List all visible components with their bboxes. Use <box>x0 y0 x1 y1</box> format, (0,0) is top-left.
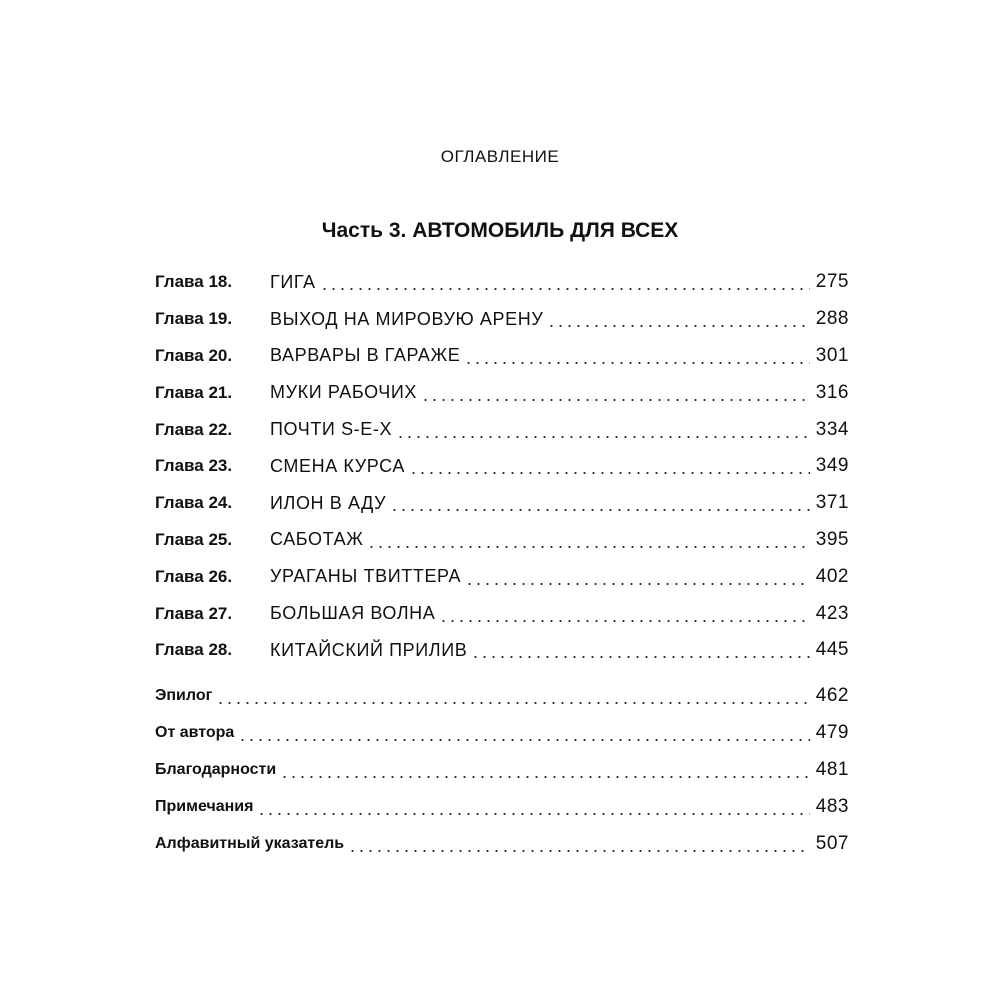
chapter-label: Глава 18. <box>155 272 233 292</box>
chapter-row-22 <box>155 411 849 448</box>
chapter-title: ПОЧТИ S-E-X <box>270 419 393 440</box>
dot-leader <box>390 509 810 511</box>
part-title: Часть 3. АВТОМОБИЛЬ ДЛЯ ВСЕХ <box>321 219 679 242</box>
page-number: 483 <box>815 795 849 817</box>
backmatter-label: Эпилог <box>155 687 213 705</box>
dot-leader <box>348 850 810 852</box>
backmatter-row-author <box>155 715 849 752</box>
page-number: 481 <box>815 758 849 780</box>
chapter-row-21 <box>155 374 849 411</box>
page-number: 423 <box>815 602 849 624</box>
page-number: 445 <box>815 639 849 661</box>
page-number: 371 <box>815 492 849 514</box>
chapter-row-26 <box>155 558 849 595</box>
chapter-title: ВЫХОД НА МИРОВУЮ АРЕНУ <box>270 308 544 329</box>
dot-leader <box>421 399 810 401</box>
dot-leader <box>367 546 809 548</box>
chapter-label: Глава 21. <box>155 382 233 402</box>
page-number: 316 <box>815 381 849 403</box>
dot-leader <box>547 325 809 327</box>
dot-leader <box>465 583 810 585</box>
dot-leader <box>471 656 809 658</box>
chapter-label: Глава 19. <box>155 309 233 329</box>
dot-leader <box>464 362 809 364</box>
toc-heading: ОГЛАВЛЕНИЕ <box>440 147 560 166</box>
chapter-title: ИЛОН В АДУ <box>270 492 387 513</box>
chapter-label: Глава 25. <box>155 529 233 549</box>
chapter-title: МУКИ РАБОЧИХ <box>270 382 418 403</box>
chapter-row-24 <box>155 485 849 522</box>
chapter-title: БОЛЬШАЯ ВОЛНА <box>270 603 436 624</box>
page-number: 288 <box>815 308 849 330</box>
dot-leader <box>409 472 810 474</box>
chapter-row-25 <box>155 522 849 559</box>
backmatter-row-index <box>155 825 849 862</box>
chapter-title: КИТАЙСКИЙ ПРИЛИВ <box>270 639 468 660</box>
chapter-list <box>155 264 849 669</box>
dot-leader <box>238 739 809 741</box>
page-number: 349 <box>815 455 849 477</box>
chapter-title: УРАГАНЫ ТВИТТЕРА <box>270 566 462 587</box>
chapter-title: ГИГА <box>270 271 316 292</box>
page-number: 402 <box>815 565 849 587</box>
backmatter-label: Благодарности <box>155 760 277 778</box>
chapter-title: САБОТАЖ <box>270 529 364 550</box>
dot-leader <box>396 436 810 438</box>
chapter-label: Глава 28. <box>155 640 233 660</box>
chapter-label: Глава 20. <box>155 345 233 365</box>
chapter-title: СМЕНА КУРСА <box>270 455 405 476</box>
page-number: 479 <box>815 722 849 744</box>
dot-leader <box>320 288 810 290</box>
page-number: 462 <box>815 685 849 707</box>
dot-leader <box>280 776 810 778</box>
backmatter-label: Алфавитный указатель <box>155 834 345 852</box>
backmatter-list <box>155 678 849 862</box>
dot-leader <box>257 813 809 815</box>
chapter-label: Глава 24. <box>155 493 233 513</box>
backmatter-row-notes <box>155 788 849 825</box>
backmatter-row-epilogue <box>155 678 849 715</box>
page-number: 275 <box>815 271 849 293</box>
chapter-row-28 <box>155 632 849 669</box>
chapter-row-20 <box>155 338 849 375</box>
dot-leader <box>439 620 809 622</box>
chapter-row-18 <box>155 264 849 301</box>
chapter-title: ВАРВАРЫ В ГАРАЖЕ <box>270 345 461 366</box>
page-number: 395 <box>815 528 849 550</box>
chapter-label: Глава 27. <box>155 603 233 623</box>
backmatter-row-acknowledgements <box>155 752 849 789</box>
chapter-row-27 <box>155 595 849 632</box>
page-number: 301 <box>815 344 849 366</box>
dot-leader <box>216 702 810 704</box>
page-number: 507 <box>815 832 849 854</box>
chapter-label: Глава 26. <box>155 566 233 586</box>
chapter-row-19 <box>155 301 849 338</box>
backmatter-label: Примечания <box>155 797 254 815</box>
backmatter-label: От автора <box>155 724 235 742</box>
page-number: 334 <box>815 418 849 440</box>
chapter-label: Глава 23. <box>155 456 233 476</box>
chapter-row-23 <box>155 448 849 485</box>
chapter-label: Глава 22. <box>155 419 233 439</box>
